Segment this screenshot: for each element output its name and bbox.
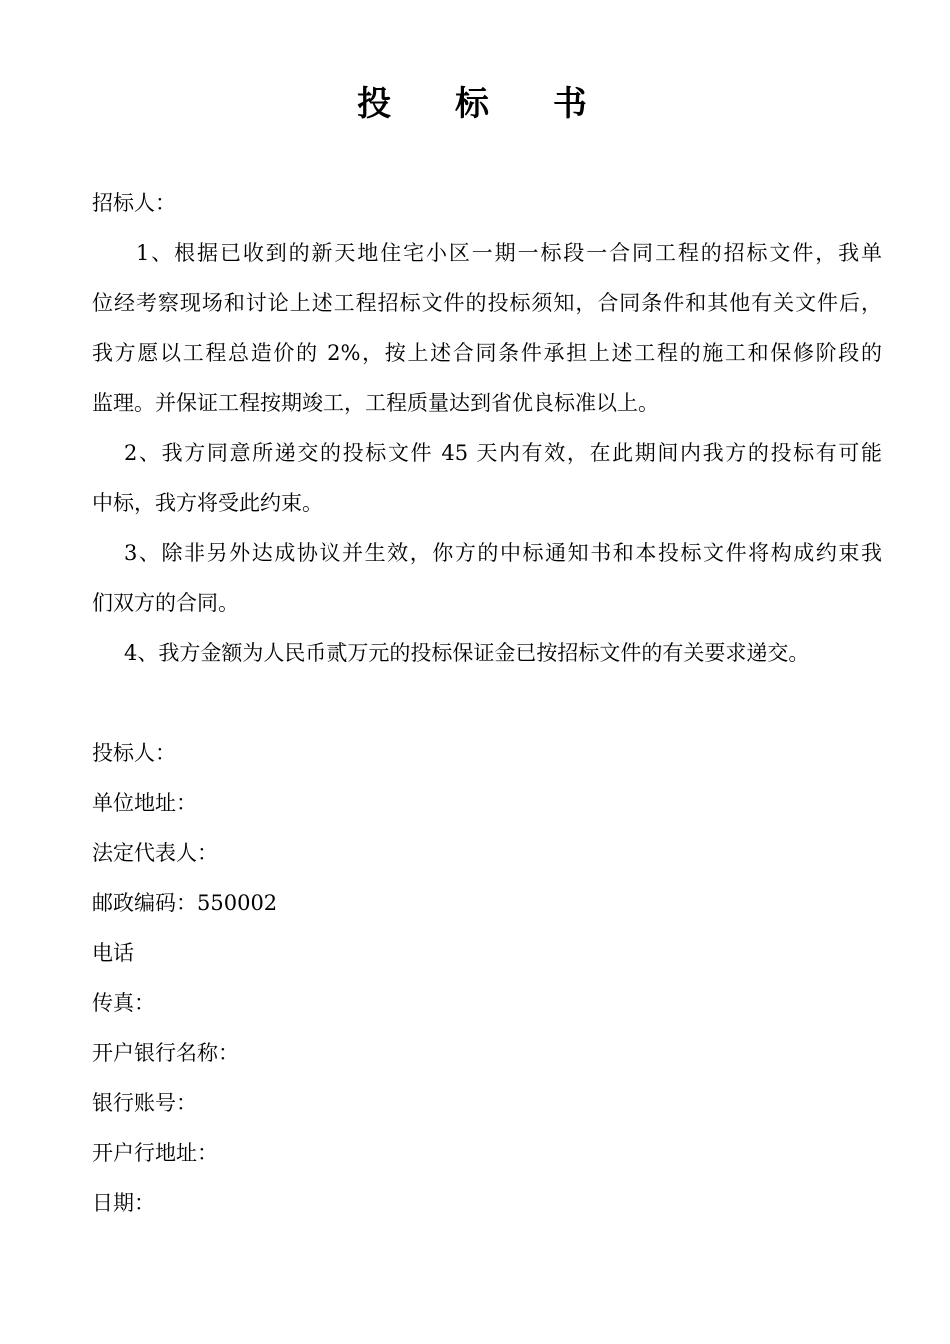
- addressee-line: 招标人：: [92, 191, 176, 215]
- section-gap: [92, 678, 882, 728]
- paragraph-line: 监理。并保证工程按期竣工，工程质量达到省优良标准以上。: [92, 391, 659, 415]
- field-bank-name: 开户银行名称：: [92, 1041, 239, 1065]
- paragraph-line: 位经考察现场和讨论上述工程招标文件的投标须知，合同条件和其他有关文件后，: [92, 291, 882, 315]
- paragraph-2: [92, 428, 882, 528]
- document-body: [92, 178, 882, 1228]
- paragraph-line: 4、我方金额为人民币贰万元的投标保证金已按招标文件的有关要求递交。: [124, 641, 810, 665]
- field-phone: 电话: [92, 941, 134, 965]
- document-title: 投 标 书: [357, 84, 613, 124]
- paragraph-line: 中标，我方将受此约束。: [92, 491, 323, 515]
- paragraph-4: [92, 628, 882, 678]
- paragraph-1: [92, 228, 882, 428]
- paragraph-line: 1、根据已收到的新天地住宅小区一期一标段一合同工程的招标文件，我单: [136, 241, 882, 265]
- field-fax: 传真：: [92, 991, 155, 1015]
- field-legal-representative: 法定代表人：: [92, 841, 218, 865]
- field-bidder: 投标人：: [92, 741, 176, 765]
- paragraph-line: 2、我方同意所递交的投标文件 45 天内有效，在此期间内我方的投标有可能: [124, 441, 882, 465]
- field-address: 单位地址：: [92, 791, 197, 815]
- field-bank-address: 开户行地址：: [92, 1141, 218, 1165]
- field-bank-account: 银行账号：: [92, 1091, 197, 1115]
- field-postal-code: 邮政编码：550002: [92, 891, 278, 915]
- field-date: 日期：: [92, 1191, 155, 1215]
- paragraph-3: [92, 528, 882, 628]
- paragraph-line: 我方愿以工程总造价的 2%，按上述合同条件承担上述工程的施工和保修阶段的: [92, 341, 882, 365]
- paragraph-line: 们双方的合同。: [92, 591, 239, 615]
- paragraph-line: 3、除非另外达成协议并生效，你方的中标通知书和本投标文件将构成约束我: [124, 541, 882, 565]
- bidder-info-fields: [92, 728, 882, 1228]
